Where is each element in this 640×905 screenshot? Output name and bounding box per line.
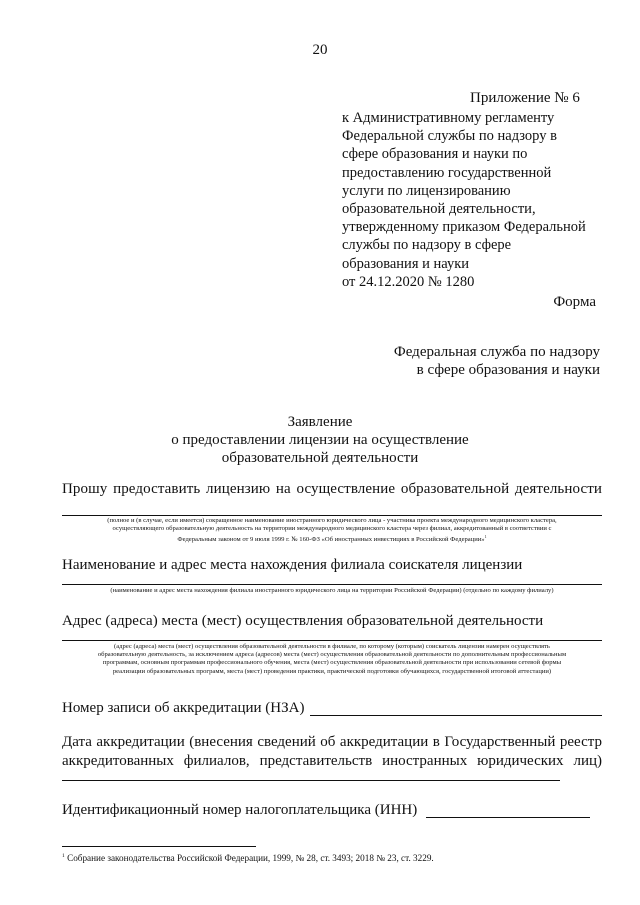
title-line: Заявление xyxy=(287,414,353,430)
request-note-line: (полное и (в случае, если имеется) сокращенное наименование иностранного юридического лица - участника проекта международного медицинского кластера, xyxy=(107,517,557,524)
footnote-marker: 1 xyxy=(62,853,65,859)
inn-field[interactable] xyxy=(426,817,590,818)
accreditation-date-line: аккредитованных филиалов, представительств иностранных юридических лиц) xyxy=(62,753,602,769)
appendix-block xyxy=(342,109,612,291)
inn-label: Идентификационный номер налогоплательщика (ИНН) xyxy=(62,802,418,818)
appendix-line: образования и науки xyxy=(342,255,470,272)
appendix-line: службы по надзору в сфере xyxy=(342,237,512,254)
branch-fill-line xyxy=(62,584,602,585)
footnote-separator xyxy=(62,846,256,847)
accreditation-date-field[interactable] xyxy=(62,780,560,781)
address-heading: Адрес (адреса) места (мест) осуществления образовательной деятельности xyxy=(62,613,544,629)
branch-heading: Наименование и адрес места нахождения филиала соискателя лицензии xyxy=(62,557,523,573)
title-line: образовательной деятельности xyxy=(221,450,419,466)
appendix-line: предоставлению государственной xyxy=(342,164,552,181)
addressee-line: Федеральная служба по надзору xyxy=(393,344,600,360)
footnote xyxy=(62,853,434,863)
addressee-line: в сфере образования и науки xyxy=(416,362,600,378)
document-title xyxy=(0,413,640,467)
page-number: 20 xyxy=(312,42,328,58)
appendix-line: сфере образования и науки по xyxy=(342,146,528,163)
request-text: Прошу предоставить лицензию на осуществление образовательной деятельности xyxy=(62,481,602,497)
form-label: Форма xyxy=(553,294,596,310)
address-note-line: образовательную деятельность, за исключением адреса (адресов) места (мест) осуществления образовательной деятельности по дополнительным профессиональным xyxy=(97,651,567,659)
addressee xyxy=(385,343,600,379)
address-fill-line xyxy=(62,640,602,641)
address-note-line: программам, основным программам профессионального обучения, места (мест) осуществления образовательной деятельности при использовании сетевой формы xyxy=(102,659,562,667)
request-note-text: Федеральным законом от 9 июля 1999 г. № 160-ФЗ «Об иностранных инвестициях в Российской Федерации» xyxy=(177,536,485,544)
appendix-line: Федеральной службы по надзору в xyxy=(342,128,557,145)
address-note-line: (адрес (адреса) места (мест) осуществления образовательной деятельности в филиале, по которому (которым) соискатель лицензии намерен осуществлять xyxy=(114,643,550,650)
accreditation-number-label: Номер записи об аккредитации (НЗА) xyxy=(62,700,305,716)
appendix-line: образовательной деятельности, xyxy=(342,201,536,218)
appendix-line: от 24.12.2020 № 1280 xyxy=(342,273,475,290)
request-note xyxy=(62,517,602,545)
request-note-line: осуществляющего образовательную деятельность на территории международного медицинского кластера через филиал, аккредитованный в соответствии с xyxy=(112,525,552,533)
address-note xyxy=(62,643,602,676)
accreditation-date-block xyxy=(62,733,602,771)
appendix-line: к Административному регламенту xyxy=(342,110,555,126)
appendix-title: Приложение № 6 xyxy=(470,90,580,106)
title-line: о предоставлении лицензии на осуществление xyxy=(171,432,469,448)
appendix-line: утвержденному приказом Федеральной xyxy=(342,219,586,236)
request-fill-line xyxy=(62,515,602,516)
accreditation-number-field[interactable] xyxy=(310,715,602,716)
footnote-text: Собрание законодательства Российской Федерации, 1999, № 28, ст. 3493; 2018 № 23, ст. 3229. xyxy=(67,853,434,864)
branch-note: (наименование и адрес места нахождения филиала иностранного юридического лица на территории Российской Федерации) (отдельно по каждому филиалу) xyxy=(110,587,554,594)
appendix-line: услуги по лицензированию xyxy=(342,182,511,199)
accreditation-date-line: Дата аккредитации (внесения сведений об аккредитации в Государственный реестр xyxy=(62,734,602,750)
footnote-ref: 1 xyxy=(484,534,487,540)
address-note-line: реализации образовательных программ, места (мест) проведения практики, практической подготовки обучающихся, государственной итоговой аттестации) xyxy=(112,667,552,675)
request-note-line xyxy=(62,533,602,544)
